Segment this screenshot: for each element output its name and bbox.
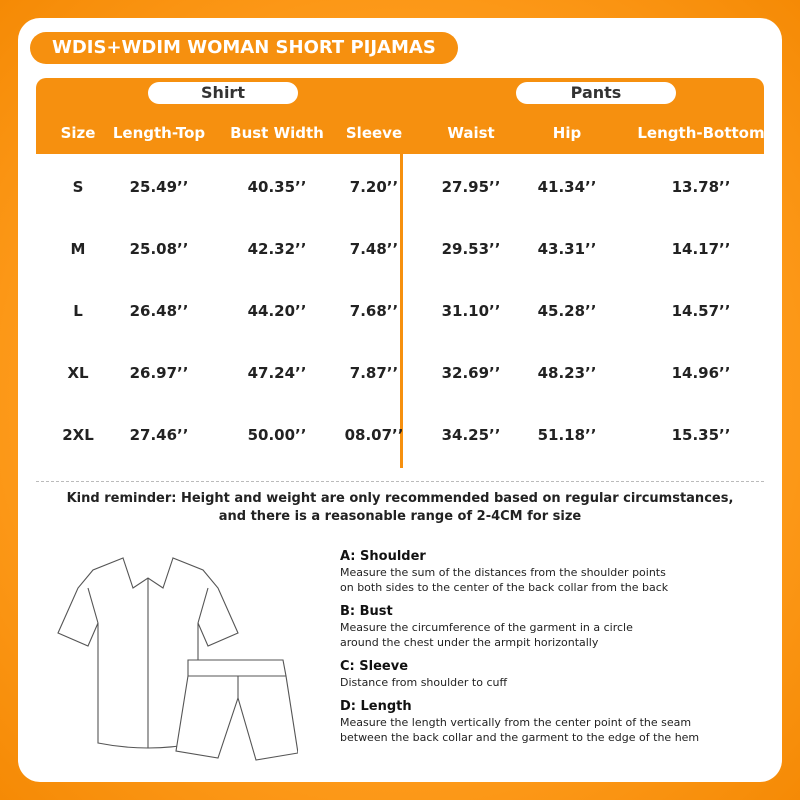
table-cell: 47.24’’ xyxy=(247,364,307,382)
table-cell: L xyxy=(73,302,83,320)
table-cell: 29.53’’ xyxy=(441,240,501,258)
column-header-length-bottom: Length-Bottom xyxy=(637,124,765,142)
table-cell: XL xyxy=(67,364,89,382)
note-text: Distance from shoulder to cuff xyxy=(340,676,508,689)
table-row xyxy=(36,280,764,342)
table-row xyxy=(36,404,764,466)
table-cell: 15.35’’ xyxy=(671,426,731,444)
table-cell: 25.49’’ xyxy=(129,178,189,196)
table-cell: 48.23’’ xyxy=(537,364,597,382)
table-cell: M xyxy=(70,240,86,258)
table-cell: 34.25’’ xyxy=(441,426,501,444)
table-cell: 27.95’’ xyxy=(441,178,501,196)
measurement-notes xyxy=(340,548,770,753)
note-text: Measure the sum of the distances from the shoulder points on both sides to the center of the back collar from the back xyxy=(340,566,669,594)
column-header-bust-width: Bust Width xyxy=(230,124,324,142)
table-cell: 2XL xyxy=(62,426,94,444)
table-header xyxy=(36,78,764,154)
page-title: WDIS+WDIM WOMAN SHORT PIJAMAS xyxy=(30,32,458,64)
table-cell: 51.18’’ xyxy=(537,426,597,444)
note-item xyxy=(340,698,770,745)
table-cell: 42.32’’ xyxy=(247,240,307,258)
shorts-icon xyxy=(176,660,298,760)
column-header-length-top: Length-Top xyxy=(112,124,206,142)
size-chart-card xyxy=(18,18,782,782)
kind-reminder xyxy=(36,490,764,526)
table-cell: 13.78’’ xyxy=(671,178,731,196)
table-cell: 14.17’’ xyxy=(671,240,731,258)
garment-illustration xyxy=(48,548,298,778)
note-item xyxy=(340,603,770,650)
column-header-waist: Waist xyxy=(447,124,495,142)
table-cell: 08.07’’ xyxy=(344,426,404,444)
table-cell: 25.08’’ xyxy=(129,240,189,258)
note-title: B: Bust xyxy=(340,604,393,619)
table-cell: 32.69’’ xyxy=(441,364,501,382)
table-cell: 31.10’’ xyxy=(441,302,501,320)
table-row xyxy=(36,156,764,218)
table-cell: 14.57’’ xyxy=(671,302,731,320)
table-cell: 50.00’’ xyxy=(247,426,307,444)
table-cell: S xyxy=(72,178,84,196)
note-text: Measure the length vertically from the center point of the seam between the back collar and the garment to the edge of the hem xyxy=(340,716,700,744)
section-separator xyxy=(36,481,764,482)
note-item xyxy=(340,658,770,690)
table-cell: 27.46’’ xyxy=(129,426,189,444)
note-title: D: Length xyxy=(340,699,412,714)
shirt-group-label: Shirt xyxy=(148,82,298,104)
column-header-hip: Hip xyxy=(552,124,582,142)
table-cell: 7.87’’ xyxy=(349,364,399,382)
table-cell: 26.97’’ xyxy=(129,364,189,382)
note-text: Measure the circumference of the garment in a circle around the chest under the armpit horizontally xyxy=(340,621,633,649)
column-header-size: Size xyxy=(60,124,96,142)
note-title: C: Sleeve xyxy=(340,659,409,674)
table-cell: 40.35’’ xyxy=(247,178,307,196)
reminder-line-2: and there is a reasonable range of 2-4CM for size xyxy=(218,509,582,524)
table-cell: 14.96’’ xyxy=(671,364,731,382)
table-cell: 7.68’’ xyxy=(349,302,399,320)
table-cell: 26.48’’ xyxy=(129,302,189,320)
column-header-sleeve: Sleeve xyxy=(345,124,403,142)
table-row xyxy=(36,342,764,404)
table-cell: 43.31’’ xyxy=(537,240,597,258)
table-cell: 44.20’’ xyxy=(247,302,307,320)
table-cell: 7.48’’ xyxy=(349,240,399,258)
note-item xyxy=(340,548,770,595)
table-cell: 45.28’’ xyxy=(537,302,597,320)
reminder-line-1: Kind reminder: Height and weight are only recommended based on regular circumstances, xyxy=(66,491,734,506)
table-cell: 41.34’’ xyxy=(537,178,597,196)
table-row xyxy=(36,218,764,280)
table-cell: 7.20’’ xyxy=(349,178,399,196)
pants-group-label: Pants xyxy=(516,82,676,104)
note-title: A: Shoulder xyxy=(340,549,426,564)
